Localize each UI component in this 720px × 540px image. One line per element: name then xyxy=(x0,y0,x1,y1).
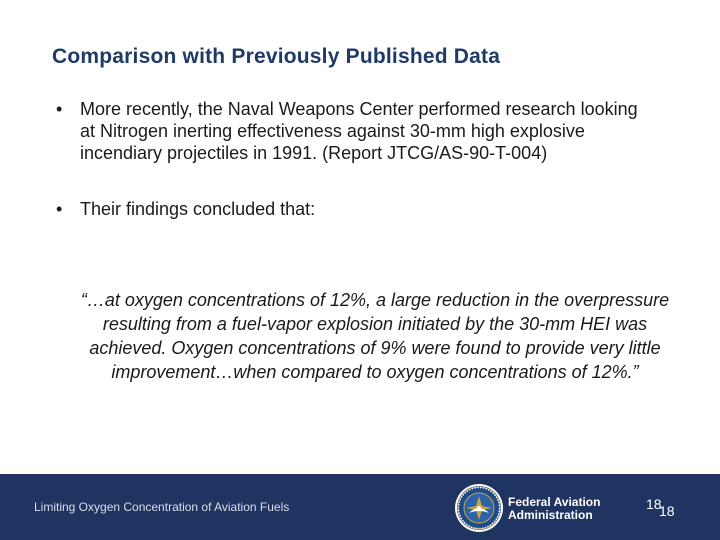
bullet-marker: • xyxy=(56,99,63,119)
page-number: 18 xyxy=(646,496,662,512)
organization-name xyxy=(508,496,600,522)
presentation-title: Limiting Oxygen Concentration of Aviation Fuels xyxy=(34,500,290,514)
findings-quote: “…at oxygen concentrations of 12%, a large reduction in the overpressure resulting from a fuel-vapor explosion initiated by the 30-mm HEI was achieved. Oxygen concentrations of 9% were found to provide very little improvement…when compared to oxygen concentrations of 12%.” xyxy=(80,290,670,382)
bullet-item xyxy=(52,198,652,220)
slide-title: Comparison with Previously Published Data xyxy=(52,45,501,68)
bullet-marker: • xyxy=(56,199,63,219)
bullet-text: More recently, the Naval Weapons Center performed research looking at Nitrogen inerting effectiveness against 30-mm high explosive incendiary projectiles in 1991. (Report JTCG/AS-90-T-004) xyxy=(80,99,638,163)
faa-seal-icon xyxy=(454,483,504,533)
page-number-repeat: 18 xyxy=(659,503,675,519)
bullet-item xyxy=(52,98,652,164)
organization-line-2: Administration xyxy=(508,508,593,522)
organization-line-1: Federal Aviation xyxy=(508,495,601,509)
bullet-list xyxy=(52,98,652,220)
bullet-text: Their findings concluded that: xyxy=(80,199,316,219)
footer-band xyxy=(0,474,720,540)
